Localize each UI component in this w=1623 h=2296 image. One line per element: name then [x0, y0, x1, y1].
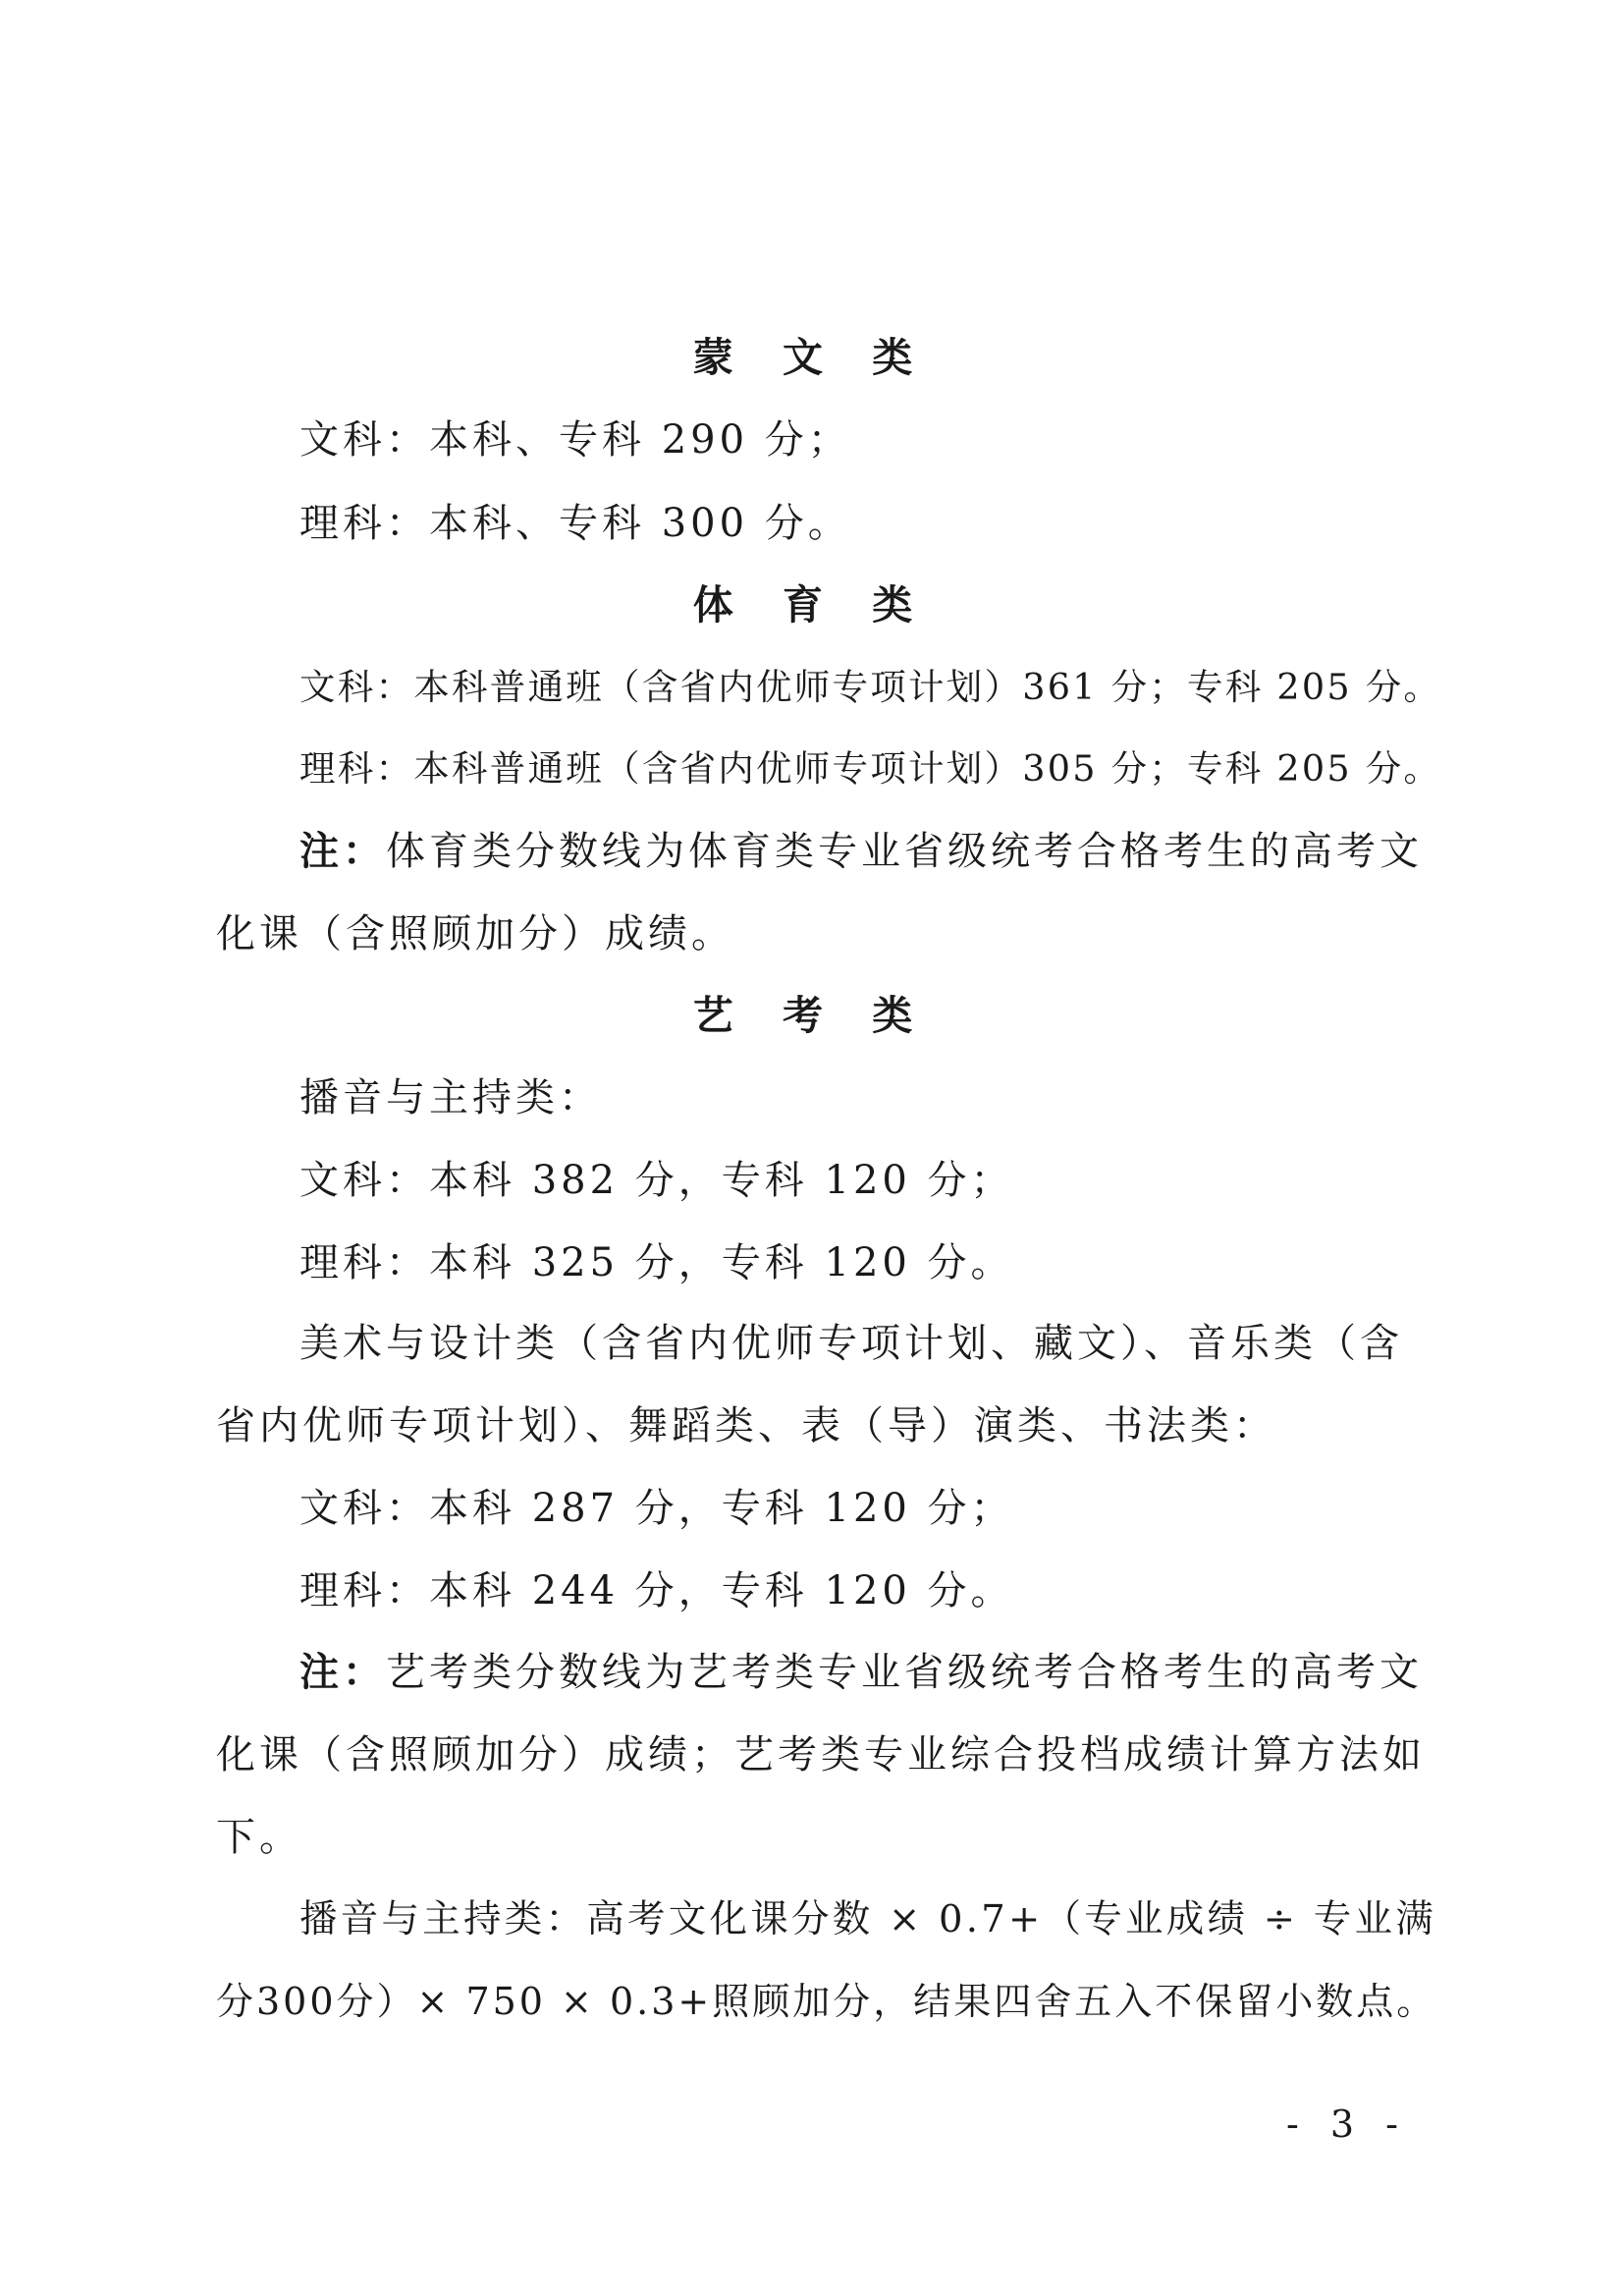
yikao-meishu-line-2: 省内优师专项计划）、舞蹈类、表（导）演类、书法类：	[216, 1403, 1276, 1449]
section-heading-tiyu: 体 育 类	[692, 581, 931, 629]
yikao-meishu-wenke-line: 文科：本科 287 分，专科 120 分；	[299, 1486, 1014, 1531]
tiyu-note-text-1: 体育类分数线为体育类专业省级统考合格考生的高考文	[386, 829, 1423, 874]
yikao-note-line-3: 下。	[216, 1815, 302, 1860]
yikao-formula-line-1: 播音与主持类：高考文化课分数 × 0.7+（专业成绩 ÷ 专业满	[299, 1897, 1436, 1941]
mengwen-wenke-line: 文科：本科、专科 290 分；	[299, 417, 851, 463]
yikao-meishu-like-line: 理科：本科 244 分，专科 120 分。	[299, 1568, 1014, 1613]
tiyu-wenke-line: 文科：本科普通班（含省内优师专项计划）361 分；专科 205 分。	[299, 666, 1442, 708]
section-heading-mengwen: 蒙 文 类	[692, 334, 931, 381]
yikao-note-line-1	[299, 1645, 1423, 1700]
mengwen-like-line: 理科：本科、专科 300 分。	[299, 501, 851, 546]
yikao-boyin-like-line: 理科：本科 325 分，专科 120 分。	[299, 1240, 1014, 1285]
yikao-note-text-1: 艺考类分数线为艺考类专业省级统考合格考生的高考文	[386, 1650, 1423, 1695]
yikao-note-label: 注：	[299, 1650, 386, 1695]
tiyu-like-line: 理科：本科普通班（含省内优师专项计划）305 分；专科 205 分。	[299, 747, 1442, 790]
yikao-boyin-wenke-line: 文科：本科 382 分，专科 120 分；	[299, 1158, 1014, 1203]
page-number: - 3 -	[1286, 2103, 1409, 2146]
yikao-boyin-title: 播音与主持类：	[299, 1075, 602, 1121]
section-heading-yikao: 艺 考 类	[692, 992, 931, 1039]
yikao-meishu-line-1: 美术与设计类（含省内优师专项计划、藏文）、音乐类（含	[299, 1321, 1403, 1366]
yikao-formula-line-2: 分300分）× 750 × 0.3+照顾加分，结果四舍五入不保留小数点。	[216, 1980, 1437, 2023]
tiyu-note-line-2: 化课（含照顾加分）成绩。	[216, 911, 734, 957]
tiyu-note-line-1	[299, 824, 1423, 879]
yikao-note-line-2: 化课（含照顾加分）成绩；艺考类专业综合投档成绩计算方法如	[216, 1732, 1426, 1777]
tiyu-note-label: 注：	[299, 829, 386, 874]
